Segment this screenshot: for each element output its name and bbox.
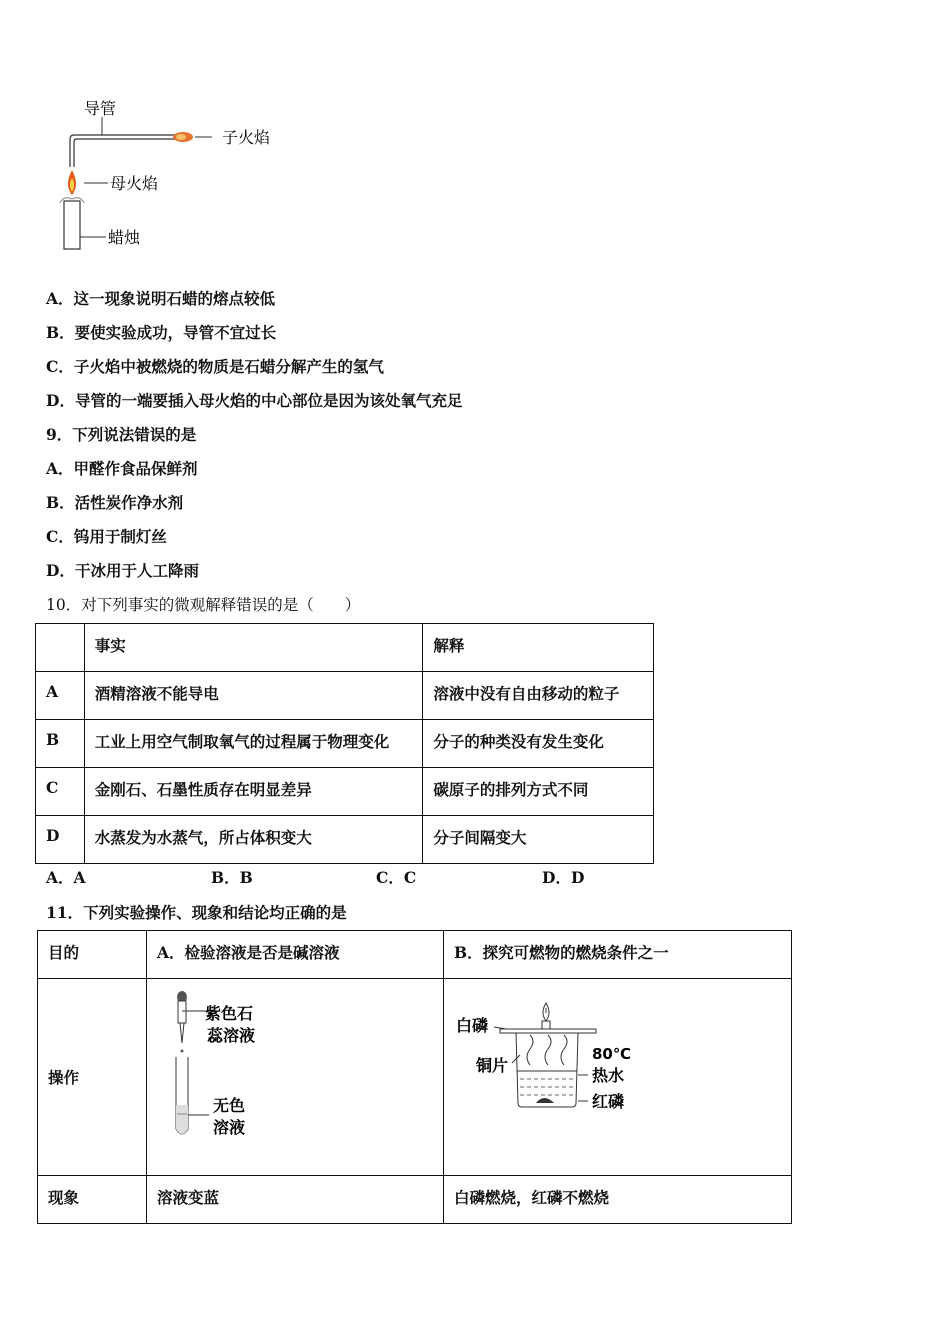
q11-phenomenon-label: 现象 [48, 1188, 80, 1207]
q11-header-purpose: 目的 [48, 943, 80, 962]
label-white-phosphorus: 白磷 [456, 1016, 489, 1035]
q10-header-blank [36, 624, 84, 644]
table-row [36, 720, 654, 768]
q10-row-fact: 水蒸发为水蒸气，所占体积变大 [94, 828, 312, 847]
q9-stem: 9．下列说法错误的是 [46, 425, 197, 444]
label-hot-water: 热水 [592, 1066, 625, 1085]
q10-option-c: C．C [376, 868, 417, 887]
q10-row-fact: 工业上用空气制取氧气的过程属于物理变化 [94, 732, 390, 751]
q10-header-row [36, 624, 654, 672]
q10-stem: 10．对下列事实的微观解释错误的是（ ） [46, 596, 361, 614]
q10-option-a: A．A [46, 868, 86, 887]
label-colorless-2: 溶液 [213, 1118, 246, 1137]
q10-row-letter: D [46, 826, 60, 845]
candle-tube-figure [50, 95, 290, 255]
label-copper-plate: 铜片 [476, 1056, 509, 1075]
q10-header-fact: 事实 [94, 636, 126, 655]
q11-phenomenon-b: 白磷燃烧，红磷不燃烧 [454, 1188, 610, 1207]
q8-option-c: C．子火焰中被燃烧的物质是石蜡分解产生的氢气 [46, 357, 384, 376]
label-litmus-1: 紫色石 [205, 1004, 254, 1023]
label-temperature: 80℃ [592, 1045, 632, 1063]
q9-option-d: D．干冰用于人工降雨 [46, 561, 199, 580]
q10-row-fact: 金刚石、石墨性质存在明显差异 [94, 780, 312, 799]
q11-phenomenon-row [38, 1176, 792, 1224]
phosphorus-combustion-figure [444, 979, 791, 1175]
q10-row-explain: 分子间隔变大 [433, 828, 527, 847]
q11-operation-label: 操作 [48, 1068, 80, 1087]
label-red-phosphorus: 红磷 [592, 1092, 625, 1111]
q10-header-explain: 解释 [433, 636, 465, 655]
table-row [36, 816, 654, 864]
dropper-test-tube-figure [147, 979, 443, 1175]
q10-row-fact: 酒精溶液不能导电 [94, 684, 219, 703]
q8-option-d: D．导管的一端要插入母火焰的中心部位是因为该处氧气充足 [46, 391, 463, 410]
q11-stem: 11．下列实验操作、现象和结论均正确的是 [46, 903, 347, 922]
table-row [36, 672, 654, 720]
label-mother-flame: 母火焰 [110, 174, 159, 193]
q8-option-a: A．这一现象说明石蜡的熔点较低 [46, 289, 276, 308]
q10-row-letter: C [46, 778, 59, 797]
q10-row-letter: A [46, 682, 59, 701]
q9-option-a: A．甲醛作食品保鲜剂 [46, 459, 198, 478]
q10-option-d: D．D [542, 868, 585, 887]
q11-header-b: B．探究可燃物的燃烧条件之一 [454, 943, 669, 962]
q10-table [35, 623, 654, 864]
q9-option-b: B．活性炭作净水剂 [46, 493, 184, 512]
q11-header-row [38, 931, 792, 979]
q9-option-c: C．钨用于制灯丝 [46, 527, 167, 546]
q10-option-b: B．B [211, 868, 253, 887]
table-row [36, 768, 654, 816]
q10-row-explain: 溶液中没有自由移动的粒子 [433, 684, 620, 703]
q8-option-b: B．要使实验成功，导管不宜过长 [46, 323, 277, 342]
q11-header-a: A．检验溶液是否是碱溶液 [157, 943, 340, 962]
q10-row-letter: B [46, 730, 60, 749]
q10-row-explain: 碳原子的排列方式不同 [433, 780, 589, 799]
label-child-flame: 子火焰 [222, 128, 271, 147]
label-candle: 蜡烛 [108, 228, 141, 247]
q10-row-explain: 分子的种类没有发生变化 [433, 732, 604, 751]
q11-table [37, 930, 792, 1224]
q11-operation-row [38, 979, 792, 1176]
label-tube: 导管 [84, 99, 117, 118]
q11-phenomenon-a: 溶液变蓝 [157, 1188, 220, 1207]
label-litmus-2: 蕊溶液 [207, 1026, 256, 1045]
label-colorless-1: 无色 [213, 1096, 246, 1115]
